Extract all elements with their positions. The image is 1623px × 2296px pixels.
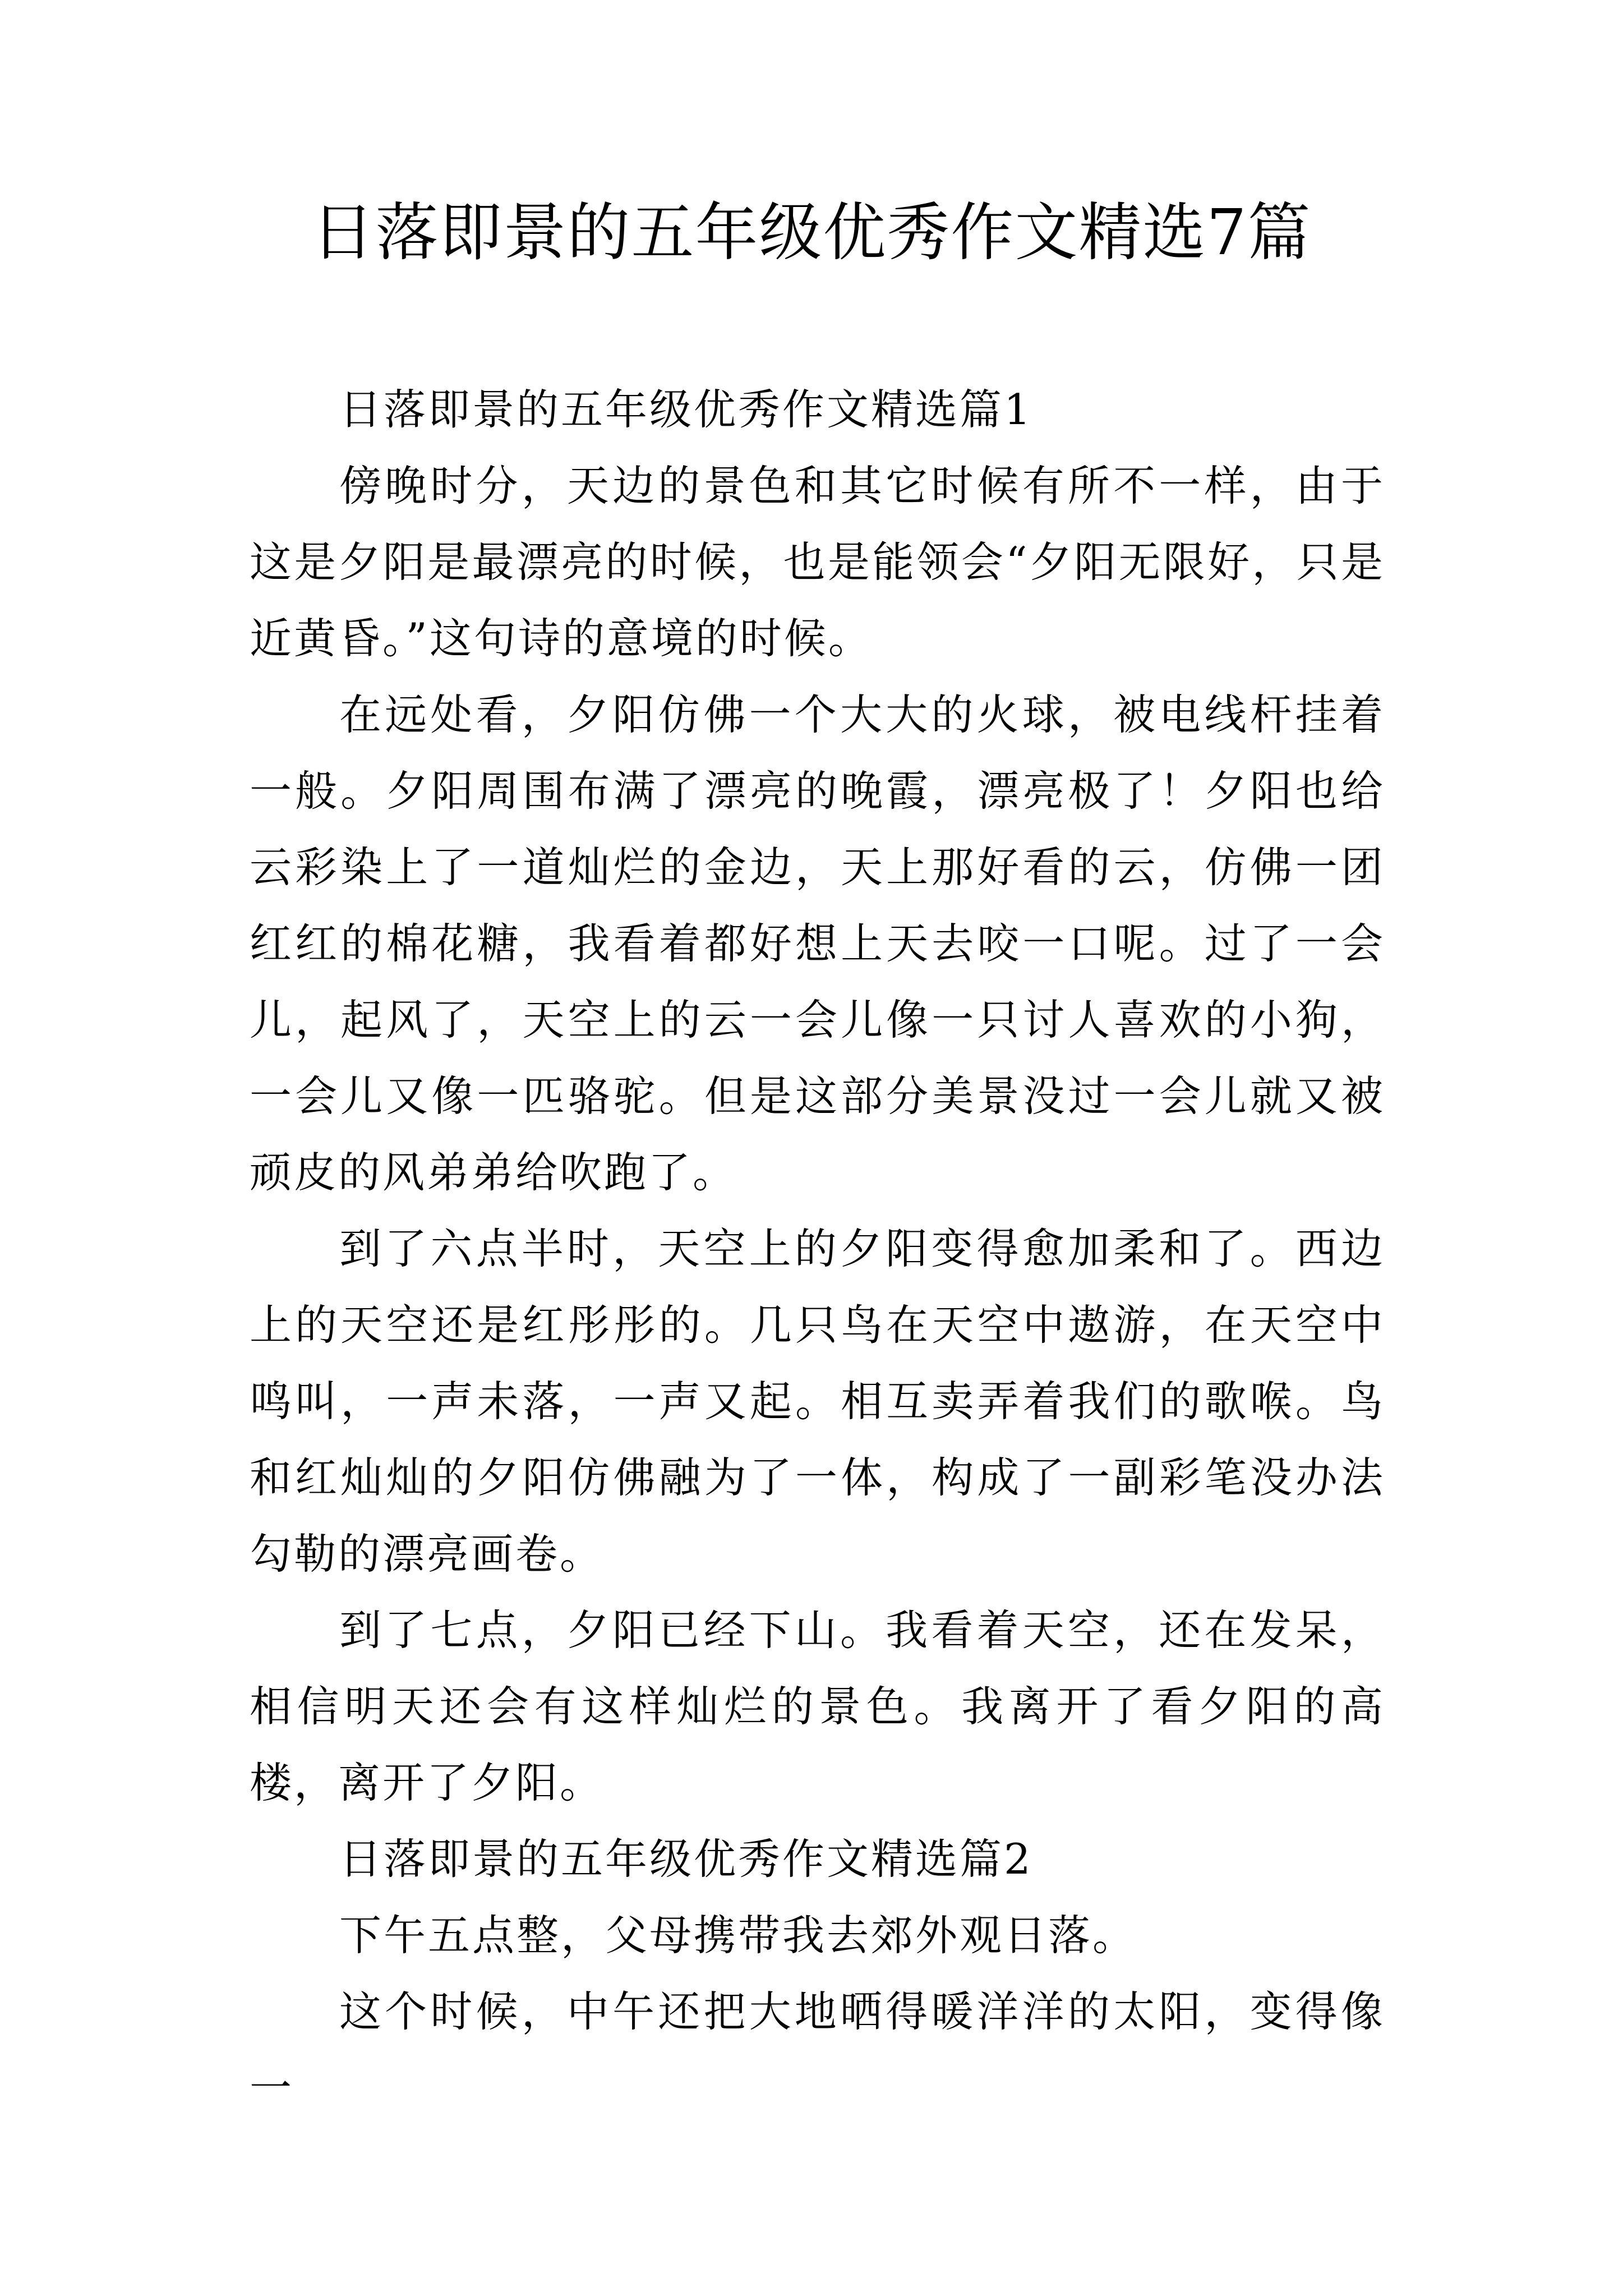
document-body [250, 371, 1385, 2126]
paragraph: 到了七点，夕阳已经下山。我看着天空，还在发呆，相信明天还会有这样灿烂的景色。我离开了看夕阳的高楼，离开了夕阳。 [250, 1605, 1385, 1807]
section-heading-1: 日落即景的五年级优秀作文精选篇1 [339, 385, 1033, 434]
paragraph: 傍晚时分，天边的景色和其它时候有所不一样，由于这是夕阳是最漂亮的时候，也是能领会“夕阳无限好，只是近黄昏。”这句诗的意境的时候。 [250, 461, 1385, 663]
document-title: 日落即景的五年级优秀作文精选7篇 [311, 196, 1312, 269]
paragraph: 在远处看，夕阳仿佛一个大大的火球，被电线杆挂着一般。夕阳周围布满了漂亮的晚霞，漂亮极了！夕阳也给云彩染上了一道灿烂的金边，天上那好看的云，仿佛一团红红的棉花糖，我看着都好想上天去咬一口呢。过了一会儿，起风了，天空上的云一会儿像一只讨人喜欢的小狗，一会儿又像一匹骆驼。但是这部分美景没过一会儿就又被顽皮的风弟弟给吹跑了。 [250, 690, 1385, 1197]
paragraph: 下午五点整，父母携带我去郊外观日落。 [339, 1911, 1137, 1960]
paragraph: 到了六点半时，天空上的夕阳变得愈加柔和了。西边上的天空还是红彤彤的。几只鸟在天空中遨游，在天空中鸣叫，一声未落，一声又起。相互卖弄着我们的歌喉。鸟和红灿灿的夕阳仿佛融为了一体，构成了一副彩笔没办法勾勒的漂亮画卷。 [250, 1224, 1385, 1579]
section-heading-2: 日落即景的五年级优秀作文精选篇2 [339, 1834, 1033, 1884]
paragraph: 这个时候，中午还把大地晒得暖洋洋的太阳，变得像一 [250, 1987, 1385, 2113]
